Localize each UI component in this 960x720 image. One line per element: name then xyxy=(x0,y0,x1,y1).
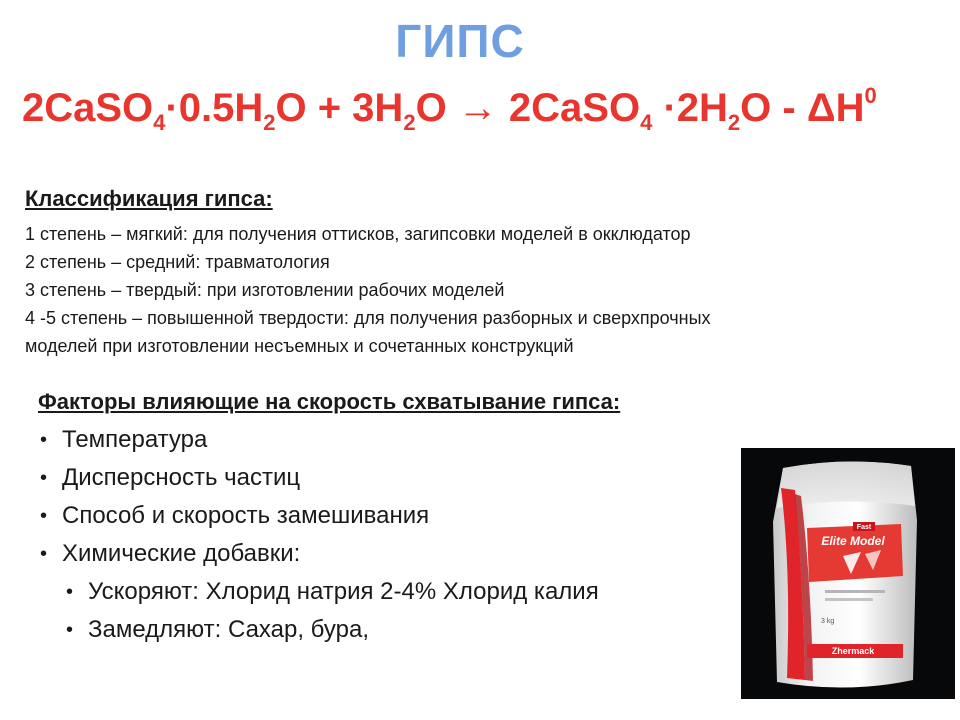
factor-item xyxy=(38,497,758,535)
factor-text: Способ и скорость замешивания xyxy=(62,502,430,529)
bag-product-name: Elite Model xyxy=(821,534,885,548)
factor-text: Химические добавки: xyxy=(62,540,301,567)
classification-heading: Классификация гипса: xyxy=(25,186,273,211)
formula-part: O - ΔH xyxy=(740,86,865,130)
plaster-bag-image xyxy=(741,448,955,699)
classification-line: 3 степень – твердый: при изготовлении рабочих моделей xyxy=(25,280,505,300)
bullet-icon: • xyxy=(40,543,48,565)
factor-item xyxy=(38,459,758,497)
subfactor-text: Ускоряют: Хлорид натрия 2-4% Хлорид калия xyxy=(88,578,599,605)
slide-title: ГИПС xyxy=(395,15,525,67)
subfactor-item xyxy=(38,573,758,611)
formula-subscript: 2 xyxy=(263,110,276,135)
bullet-icon: • xyxy=(40,505,48,527)
classification-section xyxy=(25,186,905,360)
bag-badge-text: Fast xyxy=(856,524,872,531)
formula-part: ·2H xyxy=(652,86,728,130)
bag-weight: 3 kg xyxy=(821,618,835,625)
classification-line: 1 степень – мягкий: для получения оттисков, загипсовки моделей в окклюдатор xyxy=(25,224,691,244)
classification-line: 4 -5 степень – повышенной твердости: для получения разборных и сверхпрочных xyxy=(25,308,711,328)
formula-subscript: 4 xyxy=(153,110,166,135)
factor-text: Температура xyxy=(62,426,208,453)
bullet-icon: • xyxy=(40,467,48,489)
subfactor-text: Замедляют: Сахар, бура, xyxy=(88,616,369,643)
formula-subscript: 2 xyxy=(727,110,741,135)
formula-subscript: 2 xyxy=(403,110,416,135)
formula-part: 2CaSO xyxy=(22,86,154,130)
classification-line: моделей при изготовлении несъемных и сочетанных конструкций xyxy=(25,336,574,356)
factors-heading: Факторы влияющие на скорость схватывание гипса: xyxy=(38,389,621,414)
subfactor-item xyxy=(38,611,758,649)
bag-label-panel xyxy=(807,524,903,582)
factor-item xyxy=(38,421,758,459)
bag-text-line xyxy=(825,598,873,601)
formula-subscript: 4 xyxy=(640,110,653,135)
bullet-icon: • xyxy=(66,619,74,641)
reaction-formula xyxy=(22,83,877,135)
classification-line: 2 степень – средний: травматология xyxy=(25,252,330,272)
product-photo xyxy=(741,448,955,699)
bag-brand: Zhermack xyxy=(831,646,875,656)
formula-part: O → 2CaSO xyxy=(415,86,641,130)
formula-part: ·0.5H xyxy=(165,86,264,130)
bullet-icon: • xyxy=(40,429,48,451)
factor-item xyxy=(38,535,758,573)
formula-part: O + 3H xyxy=(275,86,404,130)
factors-section xyxy=(38,389,758,649)
bag-text-line xyxy=(825,590,885,593)
bullet-icon: • xyxy=(66,581,74,603)
factor-text: Дисперсность частиц xyxy=(62,464,301,491)
formula-superscript: 0 xyxy=(864,83,877,108)
